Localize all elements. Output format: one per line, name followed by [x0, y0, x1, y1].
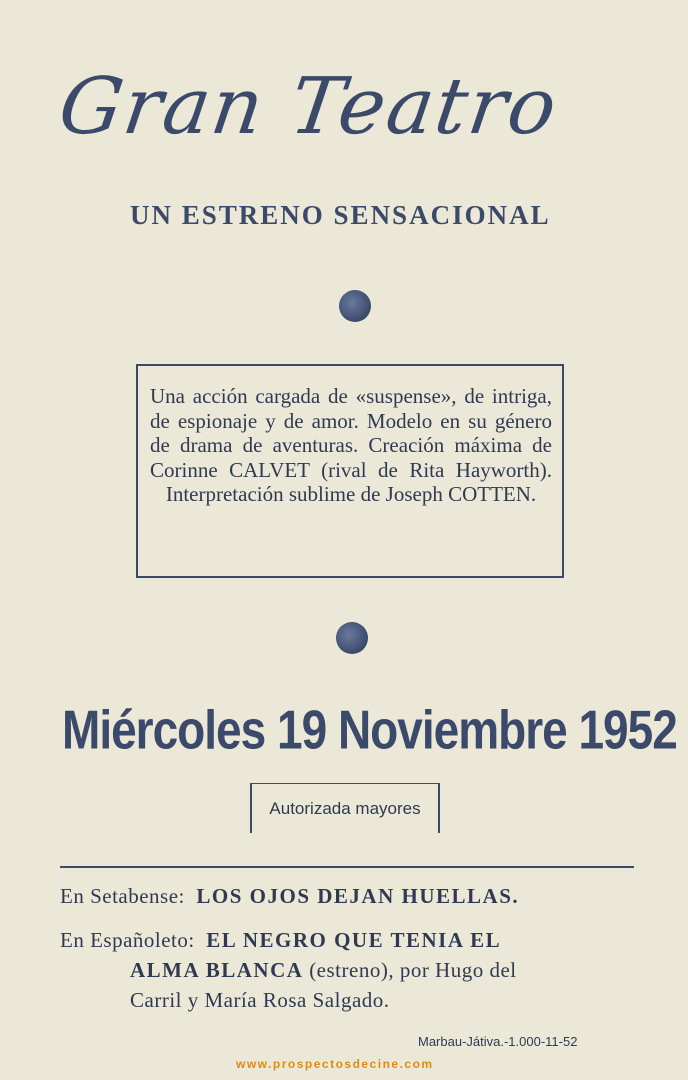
espanoleto-label: En Españoleto:	[60, 928, 195, 952]
setabense-title: LOS OJOS DEJAN HUELLAS.	[196, 884, 520, 908]
age-rating-badge	[250, 783, 440, 833]
espanoleto-line-2	[130, 958, 517, 983]
espanoleto-title-part2: ALMA BLANCA	[130, 958, 304, 982]
printer-imprint: Marbau-Játiva.-1.000-11-52	[418, 1034, 578, 1049]
setabense-line	[60, 884, 519, 909]
theater-title: Gran Teatro	[53, 62, 564, 152]
espanoleto-line-3	[130, 988, 390, 1013]
bullet-ornament-icon	[339, 290, 371, 322]
premiere-subtitle: UN ESTRENO SENSACIONAL	[130, 200, 551, 230]
event-date: Miércoles 19 Noviembre 1952	[62, 699, 677, 761]
website-watermark: www.prospectosdecine.com	[236, 1057, 434, 1071]
espanoleto-credits-2: Carril y María Rosa Salgado.	[130, 988, 390, 1012]
bullet-ornament-icon	[336, 622, 368, 654]
espanoleto-credits-1: (estreno), por Hugo del	[309, 958, 517, 982]
synopsis-text: Una acción cargada de «suspense», de intriga, de espionaje y de amor. Modelo en su género de drama de aventuras. Creación máxima de Corinne CALVET (rival de Rita Hayworth). Interpretación sublime de Joseph COTTEN.	[150, 384, 552, 506]
divider	[60, 866, 634, 868]
espanoleto-line	[60, 928, 501, 953]
espanoleto-title-part1: EL NEGRO QUE TENIA EL	[206, 928, 502, 952]
age-rating-label: Autorizada mayores	[269, 798, 421, 818]
setabense-label: En Setabense:	[60, 884, 185, 908]
